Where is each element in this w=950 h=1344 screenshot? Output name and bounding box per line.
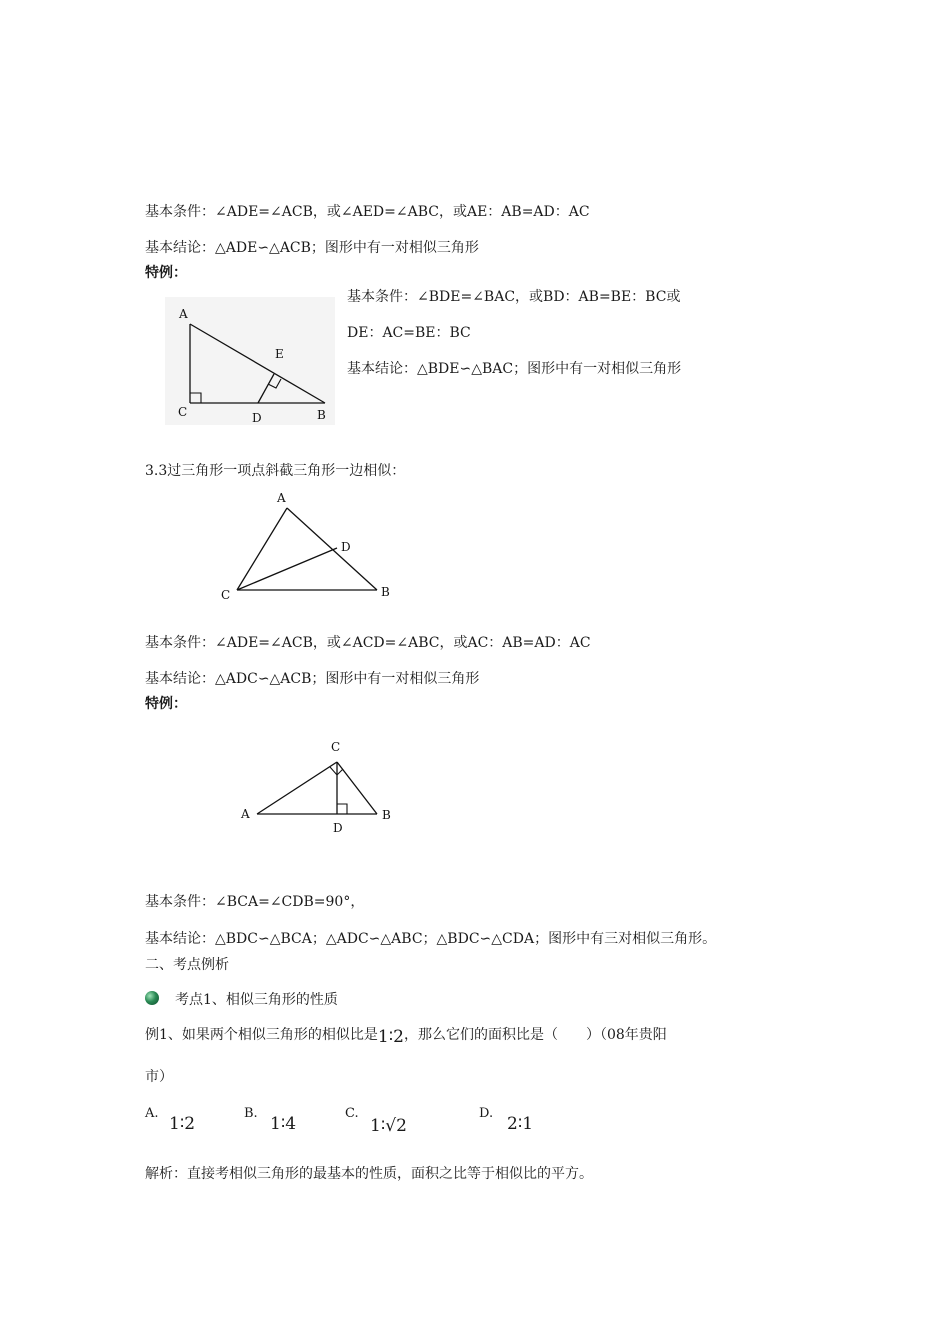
kaodian-heading: 考点1、相似三角形的性质 bbox=[175, 992, 338, 1008]
example-suffix: ，那么它们的面积比是（ ）（08年贵阳 bbox=[403, 1027, 667, 1043]
option-a-letter: A. bbox=[145, 1106, 159, 1121]
fig1-condition-line1: 基本条件：∠BDE=∠BAC，或BD：AB=BE：BC或 bbox=[347, 289, 681, 305]
fig3-label-c: C bbox=[331, 740, 341, 754]
triangle-figure-3 bbox=[235, 735, 400, 840]
fig3-label-a: A bbox=[241, 807, 250, 821]
option-a-value: 1∶2 bbox=[169, 1114, 196, 1134]
conclusion-text-1: 基本结论：△ADE∽△ACB；图形中有一对相似三角形 bbox=[145, 240, 479, 256]
option-b-value: 1∶4 bbox=[270, 1114, 297, 1134]
example-prefix: 例1、如果两个相似三角形的相似比是 bbox=[145, 1027, 378, 1043]
section-2-heading: 二、考点例析 bbox=[145, 957, 229, 973]
condition-text-1: 基本条件：∠ADE=∠ACB，或∠AED=∠ABC，或AE：AB=AD：AC bbox=[145, 204, 590, 220]
triangle-figure-1 bbox=[160, 292, 340, 432]
fig2-label-c: C bbox=[221, 588, 231, 602]
special-case-label-2: 特例： bbox=[145, 696, 187, 712]
analysis-text: 解析：直接考相似三角形的最基本的性质，面积之比等于相似比的平方。 bbox=[145, 1166, 593, 1182]
special-case-label-1: 特例： bbox=[145, 265, 187, 281]
fig1-label-b: B bbox=[317, 408, 326, 422]
option-c-letter: C. bbox=[345, 1106, 359, 1121]
fig1-label-e: E bbox=[275, 347, 284, 361]
fig1-label-a: A bbox=[179, 307, 188, 321]
fig3-condition: 基本条件：∠BCA=∠CDB=90°， bbox=[145, 894, 365, 910]
example-1-tail: 市） bbox=[145, 1069, 173, 1085]
section33-conclusion: 基本结论：△ADC∽△ACB；图形中有一对相似三角形 bbox=[145, 671, 480, 687]
fig1-condition-line2: DE：AC=BE：BC bbox=[347, 325, 471, 341]
section-3-3-heading: 3.3过三角形一项点斜截三角形一边相似： bbox=[145, 463, 406, 479]
fig2-label-b: B bbox=[381, 585, 390, 599]
globe-bullet-icon bbox=[145, 991, 159, 1005]
section33-condition: 基本条件：∠ADE=∠ACB，或∠ACD=∠ABC，或AC：AB=AD：AC bbox=[145, 635, 591, 651]
fig3-conclusion: 基本结论：△BDC∽△BCA；△ADC∽△ABC；△BDC∽△CDA；图形中有三对相似三角形。 bbox=[145, 931, 717, 947]
example-ratio: 1∶2 bbox=[377, 1027, 404, 1047]
fig2-label-a: A bbox=[277, 491, 286, 505]
fig1-conclusion: 基本结论：△BDE∽△BAC；图形中有一对相似三角形 bbox=[347, 361, 682, 377]
option-b-letter: B. bbox=[244, 1106, 258, 1121]
fig1-label-d: D bbox=[252, 411, 262, 425]
fig3-label-d: D bbox=[333, 821, 343, 835]
fig2-label-d: D bbox=[341, 540, 351, 554]
fig3-label-b: B bbox=[382, 808, 391, 822]
option-d-letter: D. bbox=[479, 1106, 494, 1121]
fig1-label-c: C bbox=[178, 405, 188, 419]
example-1-question bbox=[145, 1025, 667, 1047]
option-c-value: 1∶√2 bbox=[370, 1116, 407, 1136]
option-d-value: 2∶1 bbox=[507, 1114, 534, 1134]
triangle-figure-2 bbox=[215, 488, 395, 606]
